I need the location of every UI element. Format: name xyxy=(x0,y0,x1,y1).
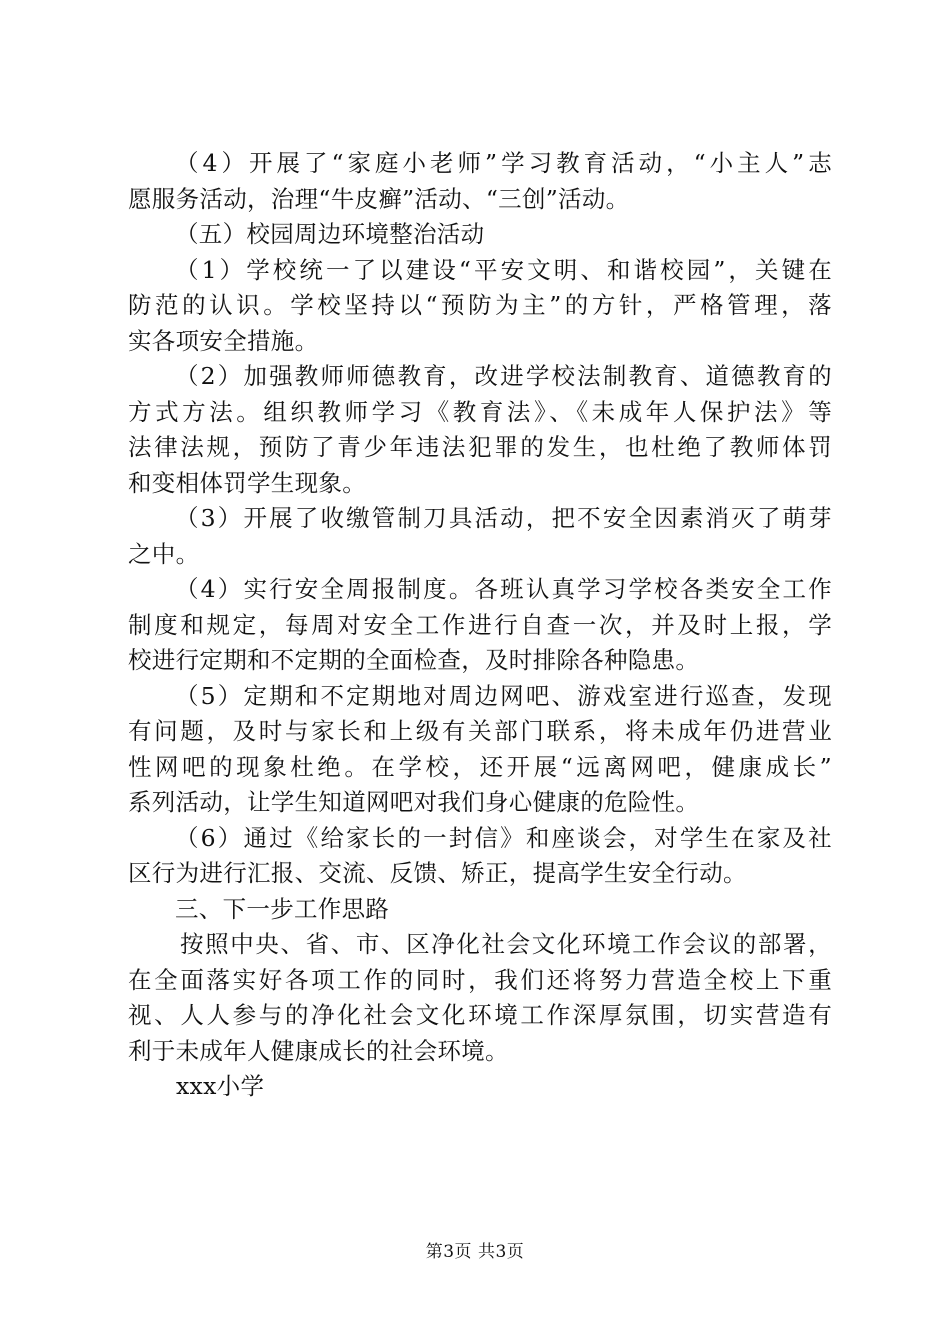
paragraph-line: （3）开展了收缴管制刀具活动，把不安全因素消灭了萌芽 xyxy=(175,504,832,532)
paragraph-line: 利于未成年人健康成长的社会环境。 xyxy=(128,1036,509,1065)
paragraph-line: 防范的认识。学校坚持以“预防为主”的方针，严格管理，落 xyxy=(128,291,832,319)
paragraph-line: 实各项安全措施。 xyxy=(128,326,319,355)
paragraph-line: 视、人人参与的净化社会文化环境工作深厚氛围，切实营造有 xyxy=(128,1001,832,1029)
paragraph-line: 性网吧的现象杜绝。在学校，还开展“远离网吧，健康成长” xyxy=(128,752,832,781)
page-footer: 第3页 共3页 xyxy=(425,1242,525,1262)
paragraph-line: （4）实行安全周报制度。各班认真学习学校各类安全工作 xyxy=(175,575,832,603)
paragraph-line: 校进行定期和不定期的全面检查，及时排除各种隐患。 xyxy=(128,646,700,674)
paragraph-line: （1）学校统一了以建设“平安文明、和谐校园”，关键在 xyxy=(175,255,832,284)
paragraph-line: （5）定期和不定期地对周边网吧、游戏室进行巡查，发现 xyxy=(175,681,832,710)
paragraph-line: 之中。 xyxy=(128,539,200,568)
paragraph-line: 区行为进行汇报、交流、反馈、矫正，提高学生安全行动。 xyxy=(128,859,747,887)
section-heading: 三、下一步工作思路 xyxy=(175,894,390,923)
paragraph-line: 制度和规定，每周对安全工作进行自查一次，并及时上报，学 xyxy=(128,610,832,639)
signature: xxx小学 xyxy=(176,1072,265,1100)
paragraph-line: 在全面落实好各项工作的同时，我们还将努力营造全校上下重 xyxy=(128,965,832,994)
paragraph-line: 方式方法。组织教师学习《教育法》、《未成年人保护法》等 xyxy=(128,397,832,426)
paragraph-line: 有问题，及时与家长和上级有关部门联系，将未成年仍进营业 xyxy=(128,717,832,745)
section-heading: （五）校园周边环境整治活动 xyxy=(175,220,485,248)
paragraph-line: （6）通过《给家长的一封信》和座谈会，对学生在家及社 xyxy=(175,823,832,852)
paragraph-line: 按照中央、省、市、区净化社会文化环境工作会议的部署， xyxy=(180,930,832,958)
paragraph-line: 和变相体罚学生现象。 xyxy=(128,468,366,497)
paragraph-line: 系列活动，让学生知道网吧对我们身心健康的危险性。 xyxy=(128,788,700,816)
paragraph-line: （4）开展了“家庭小老师”学习教育活动，“小主人”志 xyxy=(175,149,832,177)
paragraph-line: 愿服务活动，治理“牛皮癣”活动、“三创”活动。 xyxy=(128,184,630,213)
paragraph-line: 法律法规，预防了青少年违法犯罪的发生，也杜绝了教师体罚 xyxy=(128,433,832,461)
document-body xyxy=(128,146,832,1105)
paragraph-line: （2）加强教师师德教育，改进学校法制教育、道德教育的 xyxy=(175,362,832,390)
